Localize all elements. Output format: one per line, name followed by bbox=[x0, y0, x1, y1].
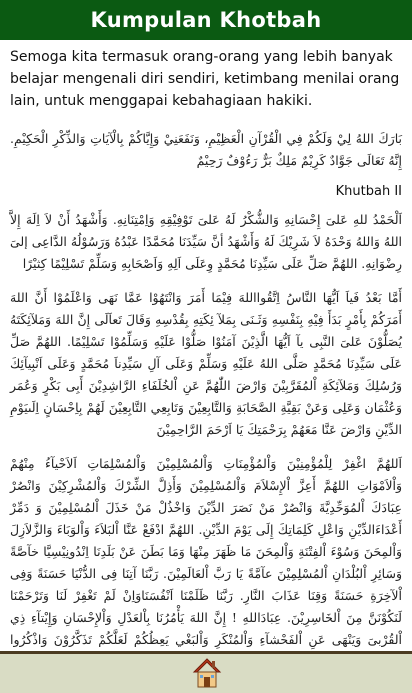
arabic-paragraph-3: أَمَّا بَعْدُ فَياَ اَيُّهَا النَّاسُ اِتَّقُوااللهَ فِيْمَا أَمَرَ وَانْتَهُوْا عَمَّا نَهَى وَاعْلَمُوْا أَنَّ اللهَ أَمَرَكُمْ بِأَمْرٍ بَدَأَ فِيْهِ بِنَفْسِهِ وَثَـنَى بِمَلآ ئِكَتِهِ بِقُدْسِهِ وَقَالَ تَعاَلَى إِنَّ اللهَ وَمَلآئِكَتَهُ يُصَلُّوْنَ عَلىَ النَّبِى يآ اَيُّهَا الَّذِيْنَ آمَنُوْا صَلُّوْا عَلَيْهِ وَسَلِّمُوْا تَسْلِيْمًا. اللهُمَّ صَلِّ عَلَى سَيِّدِنَا مُحَمَّدٍ صَلَّى اللهُ عَلَيْهِ وَسَلِّمْ وَعَلَى آلِ سَيِّدِناَ مُحَمَّدٍ وَعَلَى اَنْبِيآئِكَ وَرُسُلِكَ وَمَلآئِكَةِ اْلمُقَرَّبِيْنَ وَارْضَ اللّٰهُمَّ عَنِ اْلخُلَفَاءِ الرَّاشِدِيْنَ أَبِى بَكْرٍ وَعُمَر وَعُثْمَان وَعَلِى وَعَنْ بَقِيَّةِ الصَّحَابَةِ وَالتَّابِعِيْنَ وَتَابِعِي التَّابِعِيْنَ لَهُمْ بِاِحْسَانٍ اِلَىيَوْمِ الدِّيْنِ وَارْضَ عَنَّا مَعَهُمْ بِرَحْمَتِكَ يَا اَرْحَمَ الرَّاحِمِيْنَ bbox=[10, 290, 403, 437]
arabic-paragraph-1: بَارَكَ اللهُ لِيْ وَلَكُمْ فِي الْقُرْآنِ الْعَظِيْمِ، وَنَفَعَنِيْ وَإِيَّاكُمْ بِالْآيَاتِ وَالذِّكْرِ الْحَكِيْمِ. إِنَّهُ تَعَالَى جَوَّادٌ كَرِيْمٌ مَلِكٌ بَرٌّ رَءُوْفٌ رَحِيْمٌ bbox=[10, 131, 402, 168]
arabic-paragraph-4: اَللهُمَّ اغْفِرْ لِلْمُؤْمِنِيْنَ وَاْلمُؤْمِنَاتِ وَاْلمُسْلِمِيْنَ وَاْلمُسْلِمَاتِ اَلاَحْيآءُ مِنْهُمْ وَاْلاَمْوَاتِ اللهُمَّ أَعِزَّ اْلإِسْلاَمَ وَاْلمُسْلِمِيْنَ وَأَذِلَّ الشِّرْكَ وَاْلمُشْرِكِيْنَ وَانْصُرْ عِبَادَكَ اْلمُوَحِّدِيَّةَ وَانْصُرْ مَنْ نَصَرَ الدِّيْنَ وَاخْذُلْ مَنْ خَذَلَ اْلمُسْلِمِيْنَ وَ دَمِّرْ أَعْدَاءَالدِّيْنِ وَاعْلِ كَلِمَاتِكَ إِلَى يَوْمَ الدِّيْنِ. اللهُمَّ ادْفَعْ عَنَّا اْلبَلاَءَ وَاْلوَبَاءَ وَالزَّلاَزِلَ وَاْلمِحَنَ وَسُوْءَ اْلفِتْنَةِ وَاْلمِحَنَ مَا ظَهَرَ مِنْهَا وَمَا بَطَنَ عَنْ بَلَدِنَا اِنْدُونِيْسِيَّا خآصَّةً وَسَائِرِ اْلبُلْدَانِ اْلمُسْلِمِيْنَ عآمَّةً يَا رَبَّ اْلعَالَمِيْنَ. رَبَّنَا آتِنَا فِى الدُّنْيَا حَسَنَةً وَفِى اْلآخِرَةِ حَسَنَةً وَقِنَا عَذَابَ النَّارِ. رَبَّنَا ظَلَمْنَا اَنْفُسَنَاوَاِنْ لَمْ تَغْفِرْ لَنَا وَتَرْحَمْنَا لَنَكُوْنَنَّ مِنَ اْلخَاسِرِيْنَ. عِبَادَاللهِ ! إِنَّ اللهَ يَأْمُرُنَا بِاْلعَدْلِ وَاْلإِحْسَانِ وَإِيْتآءِ ذِي اْلقُرْبىَ وَيَنْهَى عَنِ اْلفَحْشآءِ وَاْلمُنْكَرِ وَاْلبَغْي يَعِظُكُمْ لَعَلَّكُمْ تَذَكَّرُوْنَ وَاذْكُرُوا bbox=[10, 456, 402, 647]
home-icon bbox=[193, 657, 221, 689]
app-title: Kumpulan Khotbah bbox=[90, 8, 322, 32]
arabic-paragraph-2: اَلْحَمْدُ للهِ عَلىَ إِحْسَانِهِ وَالشُّكْرُ لَهُ عَلىَ تَوْفِيْقِهِ وَاِمْتِنَانِهِ. وَأَشْهَدُ أَنْ لاَ اِلَهَ إِلاَّ اللهُ وَاللهُ وَحْدَهُ لاَ شَرِيْكَ لَهُ وَأَشْهَدُ أنَّ سَيِّدَنَا مُحَمَّدًا عَبْدُهُ وَرَسُوْلُهُ الدَّاعِى إلىَ رِضْوَانِهِ. اللهُمَّ صَلِّ عَلَى سَيِّدِنَا مُحَمَّدٍ وِعَلَى اَلِهِ وَاَصْحَابِهِ وَسَلِّمْ تَسْلِيْمًا كِثيْرًا bbox=[10, 212, 402, 271]
bottom-bar bbox=[0, 651, 412, 693]
home-button[interactable] bbox=[193, 657, 221, 689]
khotbah-content[interactable] bbox=[0, 40, 412, 651]
section-title-khutbah-2: Khutbah II bbox=[335, 184, 402, 199]
intro-text: Semoga kita termasuk orang-orang yang lebih banyak belajar mengenali diri sendiri, ketimbang menilai orang lain, untuk menggapai kebahagiaan hakiki. bbox=[10, 49, 400, 109]
app-title-bar bbox=[0, 0, 412, 40]
